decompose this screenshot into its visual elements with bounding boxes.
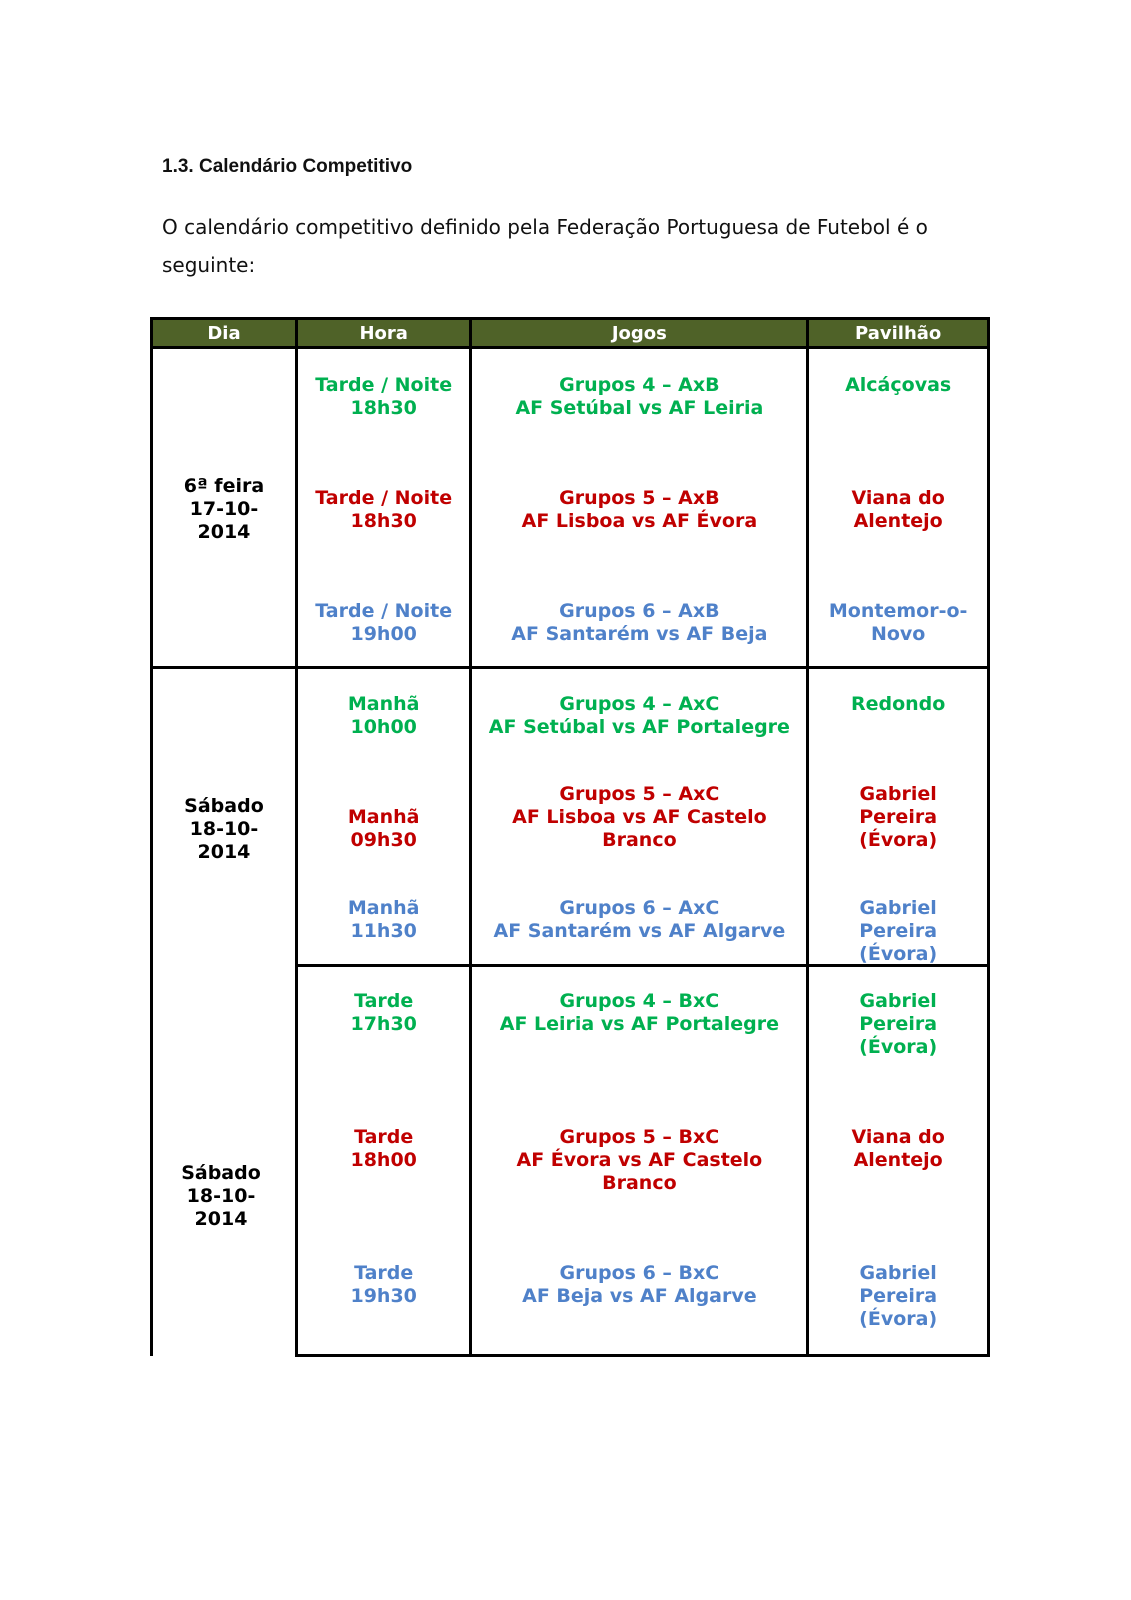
game-teams: AF Lisboa vs AF Évora	[521, 510, 758, 532]
venue-line: (Évora)	[859, 1308, 938, 1330]
header-jogos: Jogos	[471, 319, 808, 348]
venue-line: Pereira	[859, 920, 938, 942]
venue-line: Gabriel	[859, 783, 937, 805]
hora-time: 19h30	[350, 1285, 417, 1307]
hora-cell	[296, 668, 471, 966]
game-teams: AF Leiria vs AF Portalegre	[499, 1013, 779, 1035]
day-cell-friday	[152, 348, 297, 668]
venue-line: Novo	[870, 623, 926, 645]
section-heading: 1.3. Calendário Competitivo	[162, 156, 413, 177]
jogos-cell	[471, 966, 808, 1356]
hora-label: Tarde / Noite	[315, 374, 453, 396]
game-group: Grupos 5 – BxC	[559, 1126, 720, 1148]
game-group: Grupos 5 – AxB	[559, 487, 720, 509]
game-group: Grupos 6 – BxC	[559, 1262, 720, 1284]
pavilhao-cell	[808, 348, 989, 668]
hora-label: Manhã	[347, 693, 420, 715]
hora-label: Manhã	[347, 897, 420, 919]
game-teams: Branco	[602, 1172, 677, 1194]
venue-line: Alcáçovas	[845, 374, 952, 396]
hora-label: Tarde / Noite	[315, 487, 453, 509]
venue-line: Viana do	[851, 1126, 945, 1148]
hora-time: 11h30	[350, 920, 417, 942]
venue-line: Alentejo	[853, 1149, 943, 1171]
header-hora: Hora	[296, 319, 471, 348]
table-row-friday	[152, 348, 989, 668]
hora-cell	[296, 348, 471, 668]
venue-line: Pereira	[859, 1013, 938, 1035]
table-row-saturday-morning	[152, 668, 989, 966]
venue-line: Redondo	[850, 693, 946, 715]
game-teams: AF Évora vs AF Castelo	[516, 1149, 763, 1171]
game-group: Grupos 4 – BxC	[559, 990, 720, 1012]
venue-line: Pereira	[859, 1285, 938, 1307]
hora-cell	[296, 966, 471, 1356]
jogos-cell	[471, 668, 808, 966]
venue-line: Pereira	[859, 806, 938, 828]
day-cell-saturday	[152, 668, 297, 1356]
game-group: Grupos 5 – AxC	[559, 783, 720, 805]
hora-time: 17h30	[350, 1013, 417, 1035]
game-teams: AF Beja vs AF Algarve	[522, 1285, 757, 1307]
day-line: 2014	[194, 1208, 248, 1230]
day-cell-saturday-repeat	[153, 1162, 289, 1231]
venue-line: (Évora)	[859, 829, 938, 851]
table-header-row	[152, 319, 989, 348]
hora-label: Tarde	[354, 990, 414, 1012]
game-teams: AF Lisboa vs AF Castelo	[512, 806, 767, 828]
game-group: Grupos 6 – AxB	[559, 600, 720, 622]
venue-line: (Évora)	[859, 1036, 938, 1058]
venue-line: Montemor-o-	[828, 600, 968, 622]
hora-time: 09h30	[350, 829, 417, 851]
game-teams: AF Setúbal vs AF Portalegre	[488, 716, 790, 738]
game-teams: AF Santarém vs AF Beja	[511, 623, 768, 645]
game-group: Grupos 6 – AxC	[559, 897, 720, 919]
day-line: 17-10-	[189, 498, 259, 520]
game-teams: AF Santarém vs AF Algarve	[493, 920, 786, 942]
day-line: 2014	[197, 841, 251, 863]
hora-label: Tarde	[354, 1126, 414, 1148]
jogos-cell	[471, 348, 808, 668]
hora-time: 18h30	[350, 397, 417, 419]
game-group: Grupos 4 – AxB	[559, 374, 720, 396]
hora-label: Manhã	[347, 806, 420, 828]
day-line: Sábado	[184, 795, 264, 817]
day-line: 2014	[197, 521, 251, 543]
pavilhao-cell	[808, 668, 989, 966]
game-teams: Branco	[602, 829, 677, 851]
header-dia: Dia	[152, 319, 297, 348]
venue-line: Gabriel	[859, 990, 937, 1012]
day-line: 6ª feira	[183, 475, 265, 497]
day-line: 18-10-	[189, 818, 259, 840]
game-group: Grupos 4 – AxC	[559, 693, 720, 715]
venue-line: Gabriel	[859, 897, 937, 919]
venue-line: Alentejo	[853, 510, 943, 532]
header-pavilhao: Pavilhão	[808, 319, 989, 348]
venue-line: Gabriel	[859, 1262, 937, 1284]
hora-time: 19h00	[350, 623, 417, 645]
game-teams: AF Setúbal vs AF Leiria	[515, 397, 764, 419]
hora-label: Tarde / Noite	[315, 600, 453, 622]
hora-label: Tarde	[354, 1262, 414, 1284]
hora-time: 10h00	[350, 716, 417, 738]
day-line: 18-10-	[186, 1185, 256, 1207]
hora-time: 18h30	[350, 510, 417, 532]
venue-line: (Évora)	[859, 943, 938, 965]
hora-time: 18h00	[350, 1149, 417, 1171]
intro-paragraph: O calendário competitivo definido pela Federação Portuguesa de Futebol é o seguinte:	[162, 215, 928, 277]
pavilhao-cell	[808, 966, 989, 1356]
day-line: Sábado	[181, 1162, 261, 1184]
venue-line: Viana do	[851, 487, 945, 509]
